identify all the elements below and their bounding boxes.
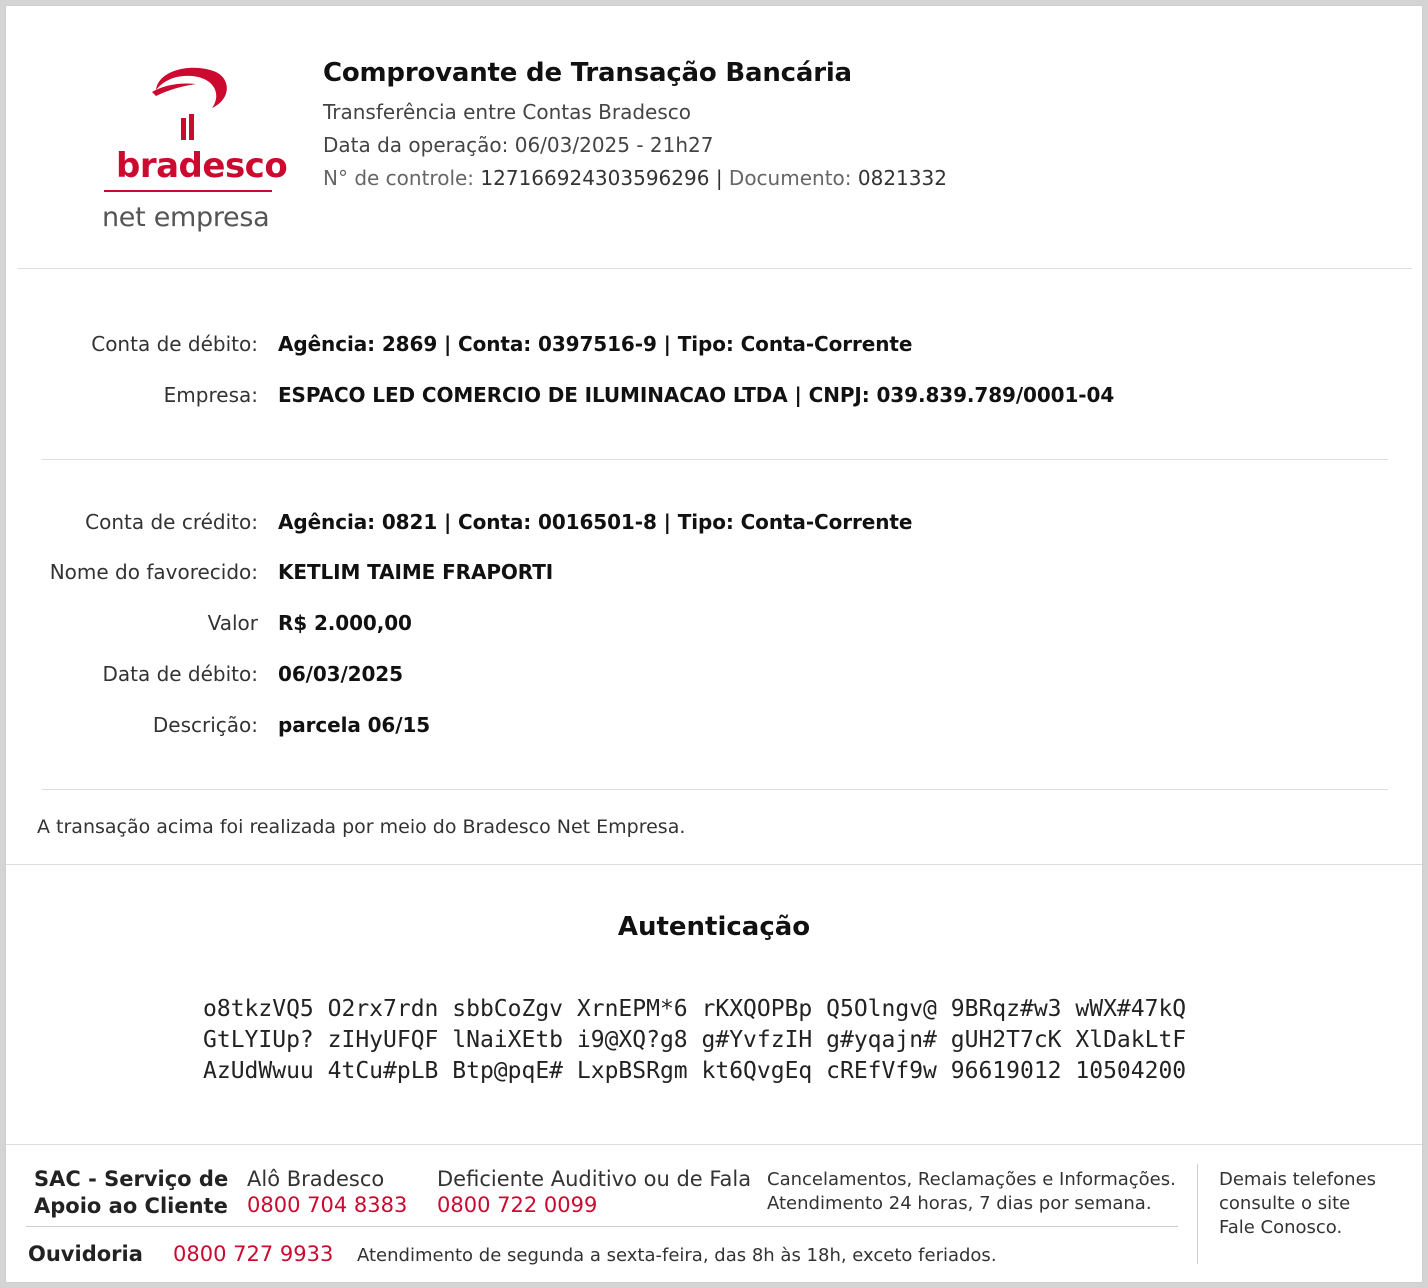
company-label: Empresa: <box>163 383 258 407</box>
debit-account-value: Agência: 2869 | Conta: 0397516-9 | Tipo: Conta-Corrente <box>278 332 913 356</box>
header-separator: | <box>715 166 723 190</box>
alo-phone[interactable]: 0800 704 8383 <box>247 1193 408 1217</box>
receipt-sheet <box>5 5 1423 1283</box>
other-phones <box>1219 1168 1376 1240</box>
payee-row <box>6 560 1422 590</box>
credit-account-value: Agência: 0821 | Conta: 0016501-8 | Tipo: Conta-Corrente <box>278 510 913 534</box>
other-line: Fale Conosco. <box>1219 1217 1343 1238</box>
debit-date-value: 06/03/2025 <box>278 662 403 686</box>
control-document-line <box>323 162 947 195</box>
credit-account-row <box>6 510 1422 540</box>
debit-date-label: Data de débito: <box>102 662 258 686</box>
ouvidoria-phone[interactable]: 0800 727 9933 <box>173 1242 334 1266</box>
ouvidoria-label: Ouvidoria <box>28 1242 143 1266</box>
sac-line: Apoio ao Cliente <box>34 1194 228 1218</box>
amount-value: R$ 2.000,00 <box>278 611 412 635</box>
amount-row <box>6 611 1422 641</box>
authentication-code <box>203 994 1186 1087</box>
alo-label: Alô Bradesco <box>247 1167 385 1191</box>
alo-bradesco <box>247 1166 407 1218</box>
footer-horizontal-divider <box>26 1226 1178 1227</box>
def-phone[interactable]: 0800 722 0099 <box>437 1193 598 1217</box>
transaction-type: Transferência entre Contas Bradesco <box>323 100 691 124</box>
deficiente-auditivo <box>437 1166 751 1218</box>
logo-brand-text: bradesco <box>116 146 288 186</box>
logo-sub-text: net empresa <box>102 202 270 233</box>
header-divider <box>18 268 1412 269</box>
bradesco-tree-icon <box>148 64 232 144</box>
authentication-title: Autenticação <box>617 912 811 942</box>
other-line: Demais telefones <box>1219 1169 1377 1190</box>
auth-line: o8tkzVQ5 O2rx7rdn sbbCoZgv XrnEPM*6 rKXQOPBp Q5Olngv@ 9BRqz#w3 wWX#47kQ <box>203 996 1187 1022</box>
description-row <box>6 713 1422 743</box>
control-value: 127166924303596296 <box>480 166 710 190</box>
footer <box>6 1144 1422 1284</box>
sac-line: SAC - Serviço de <box>34 1167 229 1191</box>
document-value: 0821332 <box>857 166 947 190</box>
info-line: Cancelamentos, Reclamações e Informações. <box>767 1169 1176 1190</box>
debit-account-row <box>6 332 1422 362</box>
operation-date: Data da operação: 06/03/2025 - 21h27 <box>323 133 714 157</box>
sac-info <box>767 1168 1176 1216</box>
credit-account-label: Conta de crédito: <box>85 510 258 534</box>
amount-label: Valor <box>207 611 258 635</box>
sac-title <box>34 1166 228 1220</box>
auth-line: AzUdWwuu 4tCu#pLB Btp@pqE# LxpBSRgm kt6QvgEq cREfVf9w 96619012 10504200 <box>203 1058 1187 1084</box>
debit-date-row <box>6 662 1422 692</box>
document-label: Documento: <box>728 166 852 190</box>
company-value: ESPACO LED COMERCIO DE ILUMINACAO LTDA | CNPJ: 039.839.789/0001-04 <box>278 383 1115 407</box>
description-value: parcela 06/15 <box>278 713 431 737</box>
info-line: Atendimento 24 horas, 7 dias por semana. <box>767 1193 1152 1214</box>
ouvidoria-info: Atendimento de segunda a sexta-feira, das 8h às 18h, exceto feriados. <box>357 1245 997 1266</box>
description-label: Descrição: <box>152 713 258 737</box>
receipt-header <box>6 6 1422 268</box>
company-row <box>6 383 1422 413</box>
payee-value: KETLIM TAIME FRAPORTI <box>278 560 554 584</box>
section-divider <box>42 789 1388 790</box>
page-title: Comprovante de Transação Bancária <box>323 58 852 88</box>
debit-account-label: Conta de débito: <box>91 332 258 356</box>
header-text <box>323 58 947 195</box>
control-label: N° de controle: <box>323 166 475 190</box>
other-line: consulte o site <box>1219 1193 1351 1214</box>
payee-label: Nome do favorecido: <box>49 560 258 584</box>
transaction-note: A transação acima foi realizada por meio do Bradesco Net Empresa. <box>37 816 686 838</box>
def-label: Deficiente Auditivo ou de Fala <box>437 1167 752 1191</box>
section-divider <box>42 459 1388 460</box>
bradesco-net-empresa-logo <box>96 64 288 244</box>
logo-divider <box>104 190 272 192</box>
auth-line: GtLYIUp? zIHyUFQF lNaiXEtb i9@XQ?g8 g#YvfzIH g#yqajn# gUH2T7cK XlDakLtF <box>203 1027 1187 1053</box>
footer-vertical-divider <box>1197 1164 1198 1264</box>
auth-divider <box>6 864 1422 865</box>
